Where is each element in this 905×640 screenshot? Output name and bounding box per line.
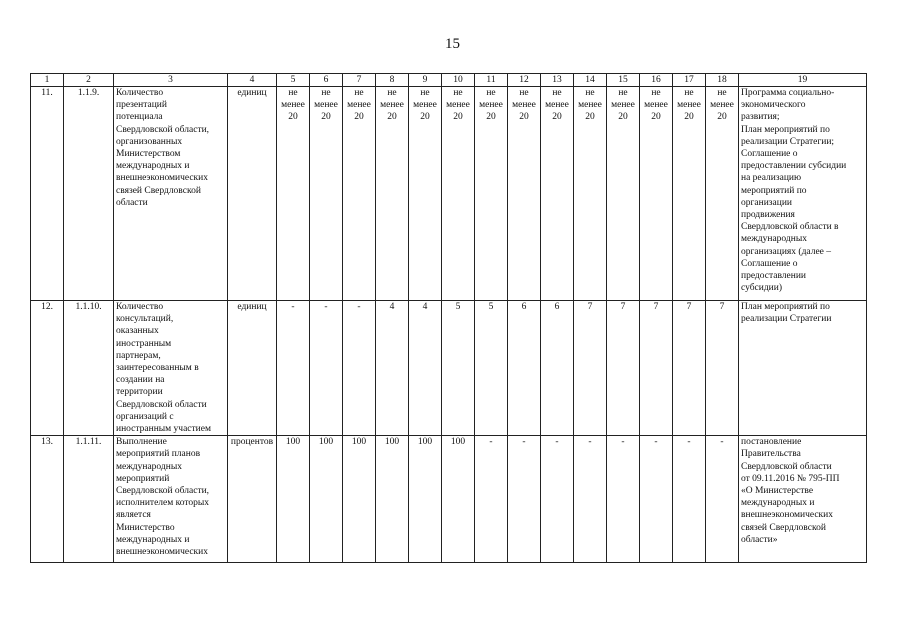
table-row [31,301,867,436]
source-line: Программа социально- [741,88,835,98]
row-code: 1.1.9. [64,87,114,301]
source-line: реализации Стратегии; [741,136,835,147]
indicator-name-line: организаций с [116,411,174,422]
value-cell: 4 [409,301,442,436]
value-line: менее [446,100,470,111]
indicator-name [114,87,228,301]
value-line: не [519,88,529,98]
value-cell: 7 [574,301,607,436]
value-cell: - [475,436,508,563]
value-cell: 100 [310,436,343,563]
value-cell: 6 [508,301,541,436]
indicator-name-line: мероприятий [116,473,170,484]
header-cell-18: 18 [706,74,739,87]
source-line: международных [741,234,807,245]
indicator-name-line: создании на [116,375,165,386]
source-document [739,301,867,436]
value-cell: - [310,301,343,436]
row-number: 13. [31,436,64,563]
value-line: 20 [420,112,430,123]
source-document [739,436,867,563]
value-line: не [684,88,694,98]
source-line: реализации Стратегии [741,314,832,325]
value-line: 20 [486,112,496,123]
source-line: мероприятий по [741,185,807,196]
source-line: предоставлении субсидии [741,161,847,172]
source-line: Свердловской области в [741,222,839,233]
value-cell [574,87,607,301]
unit-cell: единиц [228,301,277,436]
value-line: не [486,88,496,98]
source-line: международных и [741,498,815,509]
value-line: менее [578,100,602,111]
header-cell-11: 11 [475,74,508,87]
indicator-name-line: является [116,510,151,521]
header-cell-8: 8 [376,74,409,87]
value-line: не [552,88,562,98]
value-line: не [354,88,364,98]
source-line: Соглашение о [741,149,798,160]
header-row [31,74,867,87]
header-cell-12: 12 [508,74,541,87]
indicator-name-line: Министерство [116,522,175,533]
header-cell-15: 15 [607,74,640,87]
value-line: менее [281,100,305,111]
source-line: развития; [741,112,780,123]
value-cell: - [673,436,706,563]
header-cell-13: 13 [541,74,574,87]
value-cell: - [607,436,640,563]
value-line: не [453,88,463,98]
value-line: не [717,88,727,98]
value-line: 20 [717,112,727,123]
header-cell-16: 16 [640,74,673,87]
source-line: постановление [741,437,802,448]
header-cell-7: 7 [343,74,376,87]
indicator-name-line: исполнителем которых [116,498,210,509]
value-line: 20 [618,112,628,123]
value-cell [343,87,376,301]
value-cell [409,87,442,301]
indicator-name-line: Свердловской области [116,399,207,410]
indicator-name-line: связей Свердловской [116,185,201,196]
indicators-table [30,73,867,563]
value-cell: 100 [376,436,409,563]
indicator-name-line: области [116,197,148,208]
value-line: менее [413,100,437,111]
value-line: менее [512,100,536,111]
source-line: Свердловской области [741,461,832,472]
value-cell: 100 [442,436,475,563]
source-line: Соглашение о [741,258,798,269]
value-line: 20 [453,112,463,123]
indicator-name [114,301,228,436]
value-cell: 7 [706,301,739,436]
table-row [31,436,867,563]
header-cell-4: 4 [228,74,277,87]
source-line: на реализацию [741,173,802,184]
indicator-name-line: международных и [116,161,190,172]
value-line: не [585,88,595,98]
indicator-name-line: внешнеэкономических [116,547,209,558]
value-cell [541,87,574,301]
indicator-name-line: партнерам, [116,350,161,361]
row-code: 1.1.11. [64,436,114,563]
header-cell-2: 2 [64,74,114,87]
header-cell-10: 10 [442,74,475,87]
value-line: 20 [321,112,331,123]
indicator-name-line: мероприятий планов [116,449,201,460]
value-line: не [618,88,628,98]
value-cell [706,87,739,301]
source-line: организации [741,197,793,208]
value-cell [376,87,409,301]
value-cell: - [508,436,541,563]
value-cell: - [277,301,310,436]
value-cell: 5 [442,301,475,436]
value-line: менее [314,100,338,111]
source-line: продвижения [741,210,795,221]
indicator-name-line: внешнеэкономических [116,173,209,184]
header-cell-19: 19 [739,74,867,87]
value-line: не [387,88,397,98]
value-cell: 4 [376,301,409,436]
indicator-name-line: территории [116,387,163,398]
indicator-name-line: Свердловской области, [116,486,210,497]
value-line: менее [347,100,371,111]
indicator-name-line: Выполнение [116,437,167,448]
source-line: субсидии) [741,283,783,294]
indicator-name-line: потенциала [116,112,163,123]
value-cell [475,87,508,301]
source-line: экономического [741,100,806,111]
header-cell-3: 3 [114,74,228,87]
value-line: менее [710,100,734,111]
indicator-name-line: международных и [116,534,190,545]
value-cell: 100 [409,436,442,563]
value-line: менее [644,100,668,111]
indicator-name [114,436,228,563]
row-number: 12. [31,301,64,436]
indicator-name-line: заинтересованным в [116,363,199,374]
indicator-name-line: презентаций [116,100,167,111]
row-number: 11. [31,87,64,301]
value-line: менее [380,100,404,111]
value-cell [277,87,310,301]
value-line: 20 [684,112,694,123]
value-line: менее [479,100,503,111]
value-line: не [420,88,430,98]
value-cell: 5 [475,301,508,436]
value-cell: - [574,436,607,563]
value-line: 20 [519,112,529,123]
indicator-name-line: организованных [116,136,183,147]
source-line: связей Свердловской [741,522,826,533]
source-line: организациях (далее – [741,246,832,257]
value-cell [607,87,640,301]
value-line: менее [677,100,701,111]
value-cell: - [541,436,574,563]
header-cell-17: 17 [673,74,706,87]
indicator-name-line: Министерством [116,149,181,160]
value-cell: 100 [343,436,376,563]
value-line: 20 [387,112,397,123]
source-line: План мероприятий по [741,302,830,312]
header-cell-6: 6 [310,74,343,87]
indicator-name-line: консультаций, [116,314,174,325]
header-cell-14: 14 [574,74,607,87]
indicator-name-line: иностранным [116,338,172,349]
value-cell: 7 [640,301,673,436]
source-document [739,87,867,301]
value-cell: 7 [673,301,706,436]
value-cell: 6 [541,301,574,436]
header-cell-9: 9 [409,74,442,87]
value-line: не [288,88,298,98]
page-number: 15 [445,36,460,52]
source-line: Правительства [741,449,801,460]
value-line: 20 [585,112,595,123]
value-cell: 100 [277,436,310,563]
source-line: «О Министерстве [741,486,814,497]
value-line: не [321,88,331,98]
value-cell: - [706,436,739,563]
unit-cell: единиц [228,87,277,301]
indicator-name-line: Количество [116,88,164,98]
value-line: не [651,88,661,98]
value-cell: - [343,301,376,436]
indicator-name-line: иностранным участием [116,424,211,435]
value-cell [640,87,673,301]
value-line: менее [545,100,569,111]
source-line: План мероприятий по [741,124,830,135]
value-line: 20 [288,112,298,123]
value-cell [508,87,541,301]
value-line: 20 [552,112,562,123]
value-cell: 7 [607,301,640,436]
table-row [31,87,867,301]
indicator-name-line: Количество [116,302,164,312]
value-line: 20 [651,112,661,123]
value-line: 20 [354,112,364,123]
source-line: предоставлении [741,271,807,282]
value-cell [310,87,343,301]
indicator-name-line: оказанных [116,326,159,337]
value-cell [673,87,706,301]
unit-cell: процентов [228,436,277,563]
value-line: менее [611,100,635,111]
header-cell-5: 5 [277,74,310,87]
source-line: внешнеэкономических [741,510,834,521]
row-code: 1.1.10. [64,301,114,436]
source-line: области» [741,534,778,545]
source-line: от 09.11.2016 № 795-ПП [741,473,840,484]
value-cell: - [640,436,673,563]
value-cell [442,87,475,301]
indicator-name-line: международных [116,461,182,472]
indicator-name-line: Свердловской области, [116,124,210,135]
header-cell-1: 1 [31,74,64,87]
